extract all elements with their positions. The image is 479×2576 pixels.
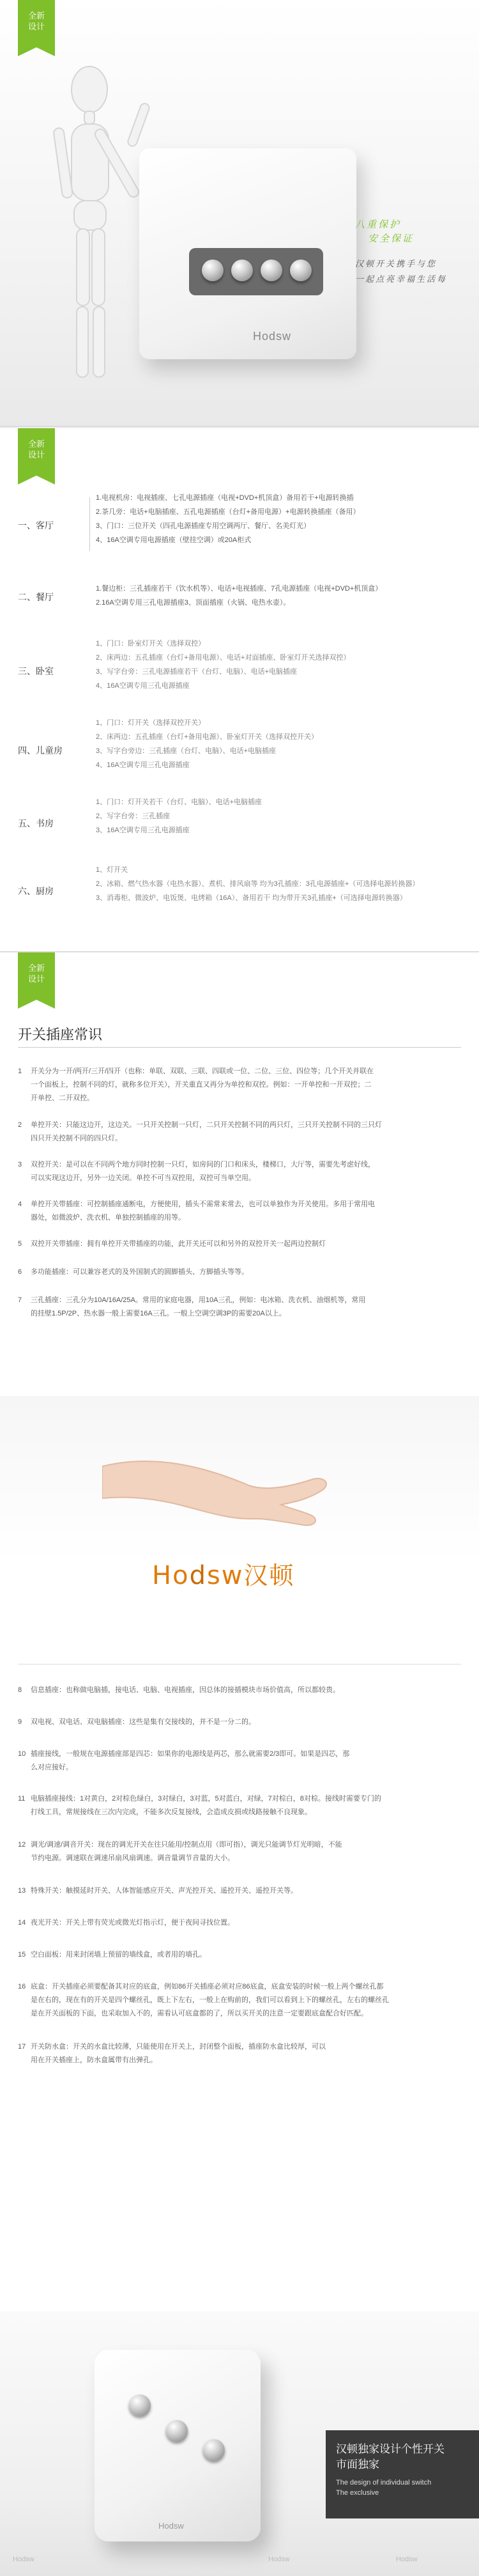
room-item: 1、灯开关 [96,866,128,874]
item-number: 6 [18,1268,22,1276]
room-divider-line [89,497,90,551]
item-number: 2 [18,1121,22,1129]
item-number: 8 [18,1686,22,1694]
knowledge-item [18,1065,461,1105]
product-showcase-footer [0,2311,479,2576]
item-line: 空白面板：用来封闭墙上预留的墙线盒，或者用的墙孔。 [31,1951,206,1959]
knowledge-item [18,1792,461,1819]
room-item: 3、16A空调专用三孔电源插座 [96,826,190,834]
toggle-knob-icon [290,260,312,281]
section-title: 开关插座常识 [18,1027,103,1043]
item-number: 16 [18,1983,26,1990]
tag-subtitle: The exclusive [336,2489,379,2497]
room-item: 2、床两边：五孔插座（台灯+备用电源）、电话+对面插座、卧室灯开关选择双控） [96,654,351,662]
knowledge-item [18,2040,461,2067]
room-item: 2、写字台旁：三孔插座 [96,812,171,820]
item-line: 开单控、二开双控。 [31,1094,94,1102]
room-item: 4、16A空调专用三孔电源插座 [96,682,190,690]
toggle-knob-icon [203,2439,225,2461]
hero-banner [0,0,479,427]
item-number: 17 [18,2043,26,2051]
room-name: 四、儿童房 [18,745,63,756]
hero-slogan [355,217,470,288]
knowledge-item [18,1158,461,1185]
new-design-badge [18,0,55,47]
item-line: 三孔插座：三孔分为10A/16A/25A。常用的家庭电器，用10A三孔，例如：电冰箱、洗衣机、油烟机等，常用 [31,1296,366,1304]
room-item: 3、写字台旁边：三孔插座（台灯、电脑）、电话+电脑插座 [96,747,277,755]
room-item: 3、门口：三位开关（四孔电源插座专用空调两厅、餐厅、名美灯光） [96,522,311,530]
badge-line-2: 设计 [27,974,45,984]
item-line: 是在右的，现在有的开关是四个螺丝孔，既上下左右，一般上在购前的，我们可以看到上下的螺丝孔，左右的螺丝孔 [31,1996,389,2004]
title-underline [18,1047,461,1048]
item-line: 么对应接好。 [31,1764,73,1771]
room-item: 4、16A空调专用电源插座（壁挂空调）或20A柜式 [96,536,252,544]
knowledge-item [18,1948,461,1962]
item-number: 10 [18,1750,26,1758]
badge-line-1: 全新 [27,11,45,20]
item-line: 开关分为一开/两开/三开/四开（也称：单联、双联、三联、四联或一位、二位、三位、四位等；几个开关并联在 [31,1067,374,1075]
slogan-line: 八重保护 [355,219,402,230]
item-line: 是在开关面板的下面，也采取加入不的，需看认可底盒都的了，所以买开关的注意一定要跟底盒配合好匹配。 [31,2010,368,2017]
badge-line-2: 设计 [27,450,45,460]
toggle-panel [189,248,323,295]
item-number: 12 [18,1841,26,1849]
item-number: 7 [18,1296,22,1304]
item-number: 15 [18,1951,26,1959]
item-line: 调光/调速/调音开关：现在的调光开关在往只能用/控制点用（即可指），调光只能调节灯光明暗，不能 [31,1841,342,1849]
item-line: 信息插座：也称做电脑插，接电话、电脑、电视插座，因总体的接插模块市场价值高，所以都较贵。 [31,1686,340,1694]
badge-line-2: 设计 [27,22,45,31]
switch-socket-knowledge-section [0,952,479,1396]
room-item: 1、门口：灯开关若干（台灯、电脑）、电话+电脑插座 [96,798,262,806]
room-item: 2、床两边：五孔插座（台灯+备用电源）、卧室灯开关（选择双控开关） [96,733,319,741]
item-line: 底盒：开关插座必须要配备其对应的底盒，例如86开关插座必须对应86底盒，底盒安装的时候一般上两个螺丝孔都 [31,1983,384,1990]
knowledge-item [18,1916,461,1930]
item-line: 单控开关带插座：可控制插座通断电，方便使用，插头不需常来常去，也可以单独作为开关使用。多用于常用电 [31,1200,375,1208]
product-brand-mark: Hodsw [253,330,292,343]
four-gang-switch-product [139,148,356,359]
room-item: 1、门口：灯开关（选择双控开关） [96,719,206,727]
item-number: 9 [18,1718,22,1726]
room-item: 3、消毒柜、微波炉、电饭煲、电烤箱（16A）、备用若干 均为带开关3孔插座+（可选择电源转换器） [96,894,407,902]
room-item: 2.16A空调专用三孔电源插座3、顶面插座（火锅、电热水壶）。 [96,599,291,607]
switch-socket-knowledge-continued [0,1671,479,2311]
room-item: 1、门口：卧室灯开关（选择双控） [96,640,206,648]
item-line: 插座接线，一般规在电源插座部是四芯：如果你的电源线是两芯，那么就需要2/3即可。如果是四芯，那 [31,1750,350,1758]
knowledge-item [18,1980,461,2021]
room-configuration-section [0,427,479,952]
brand-logo-section [0,1396,479,1671]
watermark: Hodsw [396,2556,418,2563]
knowledge-item [18,1294,461,1321]
item-line: 特殊开关：触摸延时开关、人体智能感应开关、声光控开关、遥控开关、遥控开关等。 [31,1887,298,1895]
item-line: 开关防水盒：开关的水盒比较薄，只能使用在开关上，封闭整个面板，插座防水盒比较厚，可以 [31,2043,326,2051]
knowledge-item [18,1716,461,1729]
room-item: 4、16A空调专用三孔电源插座 [96,761,190,769]
room-item: 3、写字台旁：三孔电源插座若干（台灯、电脑）、电话+电脑插座 [96,668,298,676]
item-number: 4 [18,1200,22,1208]
room-item: 1.电视机房：电视插座、七孔电源插座（电视+DVD+机顶盒）备用若干+电源转换插 [96,494,354,502]
new-design-badge [18,952,55,1000]
room-name: 二、餐厅 [18,592,54,602]
item-line: 双控开关带插座：拥有单控开关带插座的功能，此开关还可以和另外的双控开关一起两边控制灯 [31,1240,326,1248]
item-line: 单控开关：只能这边开，这边关。一只开关控制一只灯，二只开关控制不同的两只灯，三只开关控制不同的三只灯 [31,1121,382,1129]
logo-text: sw [206,1561,244,1590]
hodsw-logo [152,1556,295,1591]
exclusive-design-tag [326,2430,479,2518]
knowledge-item [18,1266,461,1279]
badge-line-1: 全新 [27,439,45,449]
toggle-knob-icon [166,2420,188,2442]
item-line: 打线工具，常规接线在三次内完成，不能多次反复接线，会造成皮损或线路接触不良现象。 [31,1808,312,1816]
item-line: 双电视、双电话、双电脑插座：这些是集有交接线的，并不是一分二的。 [31,1718,255,1726]
knowledge-item [18,1838,461,1865]
item-line: 多功能插座：可以兼容老式的及外国制式的圆脚插头、方脚插头等等。 [31,1268,248,1276]
knowledge-item [18,1884,461,1898]
item-line: 用在开关插座上，防水盒属带有出弹孔。 [31,2056,157,2064]
three-gang-switch-product [95,2350,261,2541]
slogan-line: 汉顿开关携手与您 [355,260,437,269]
room-name: 一、客厅 [18,520,54,531]
logo-mark-icon: d [189,1561,207,1590]
room-item: 1.餐边柜：三孔插座若干（饮水机等）、电话+电视插座、7孔电源插座（电视+DVD+机顶盒） [96,585,383,593]
knowledge-item [18,1748,461,1774]
badge-line-1: 全新 [27,963,45,973]
item-line: 双控开关：是可以在不同两个地方同时控制一只灯，如房间的门口和床头，楼梯口，大厅等，需要先考虑好线， [31,1161,375,1168]
item-line: 节约电源。调速联在调速吊扇风扇调速。调音量调节音量的大小。 [31,1854,234,1862]
knowledge-item [18,1198,461,1225]
room-name: 六、厨房 [18,886,54,896]
item-line: 可以实现这边开，另外一边关闭。单控不可当双控用，双控可当单空用。 [31,1174,255,1182]
knowledge-item [18,1684,461,1697]
logo-chinese: 汉顿 [243,1562,295,1590]
new-design-badge [18,428,55,476]
room-name: 三、卧室 [18,666,54,676]
toggle-knob-icon [202,260,224,281]
item-number: 11 [18,1795,26,1803]
item-number: 14 [18,1919,26,1927]
slogan-line: 安全保证 [368,233,414,244]
hand-illustration [102,1441,345,1543]
logo-text: Ho [152,1561,190,1590]
toggle-knob-icon [231,260,253,281]
toggle-knob-icon [261,260,282,281]
item-number: 13 [18,1887,26,1895]
tag-title: 市面独家 [336,2458,379,2471]
item-line: 一个面板上，控制不同的灯，就称多位开关），开关重直又再分为单控和双控。例如：一开单控和一开双控；二 [31,1081,372,1089]
slogan-line: 一起点亮幸福生活每 [355,275,448,284]
room-item: 2、冰箱、燃气热水器（电热水器）、煮机、排风扇等 均为3孔插座：3孔电源插座+（可选择电源转换器） [96,880,420,888]
item-line: 夜光开关：开关上带有荧光或微光灯指示灯，便于夜间寻找位置。 [31,1919,234,1927]
item-line: 电脑插座接线：1对黄白，2对棕色绿白，3对绿白，3对蓝，5对蓝白，对绿，7对棕白，8对棕。接线时需要专门的 [31,1795,381,1803]
item-number: 5 [18,1240,22,1248]
room-name: 五、书房 [18,818,54,828]
item-number: 3 [18,1161,22,1168]
item-line: 器处，如微波炉、洗衣机、单独控制插座的用等。 [31,1214,185,1222]
product-brand-mark: Hodsw [158,2521,184,2531]
room-item: 2.茶几旁：电话+电脑插座、五孔电源插座（台灯+备用电源）+电源转换插座（备用） [96,508,360,516]
item-line: 四只开关控制不同的四只灯。 [31,1135,122,1142]
knowledge-item [18,1238,461,1251]
watermark: Hodsw [268,2556,290,2563]
tag-subtitle: The design of individual switch [336,2479,432,2487]
watermark: Hodsw [13,2556,34,2563]
item-number: 1 [18,1067,22,1075]
item-line: 的挂壁1.5P/2P、热水器一般上需要16A三孔。一般上空调空调3P的需要20A以上。 [31,1310,286,1317]
tag-title: 汉顿独家设计个性开关 [336,2443,445,2455]
toggle-knob-icon [129,2394,151,2416]
knowledge-item [18,1119,461,1145]
